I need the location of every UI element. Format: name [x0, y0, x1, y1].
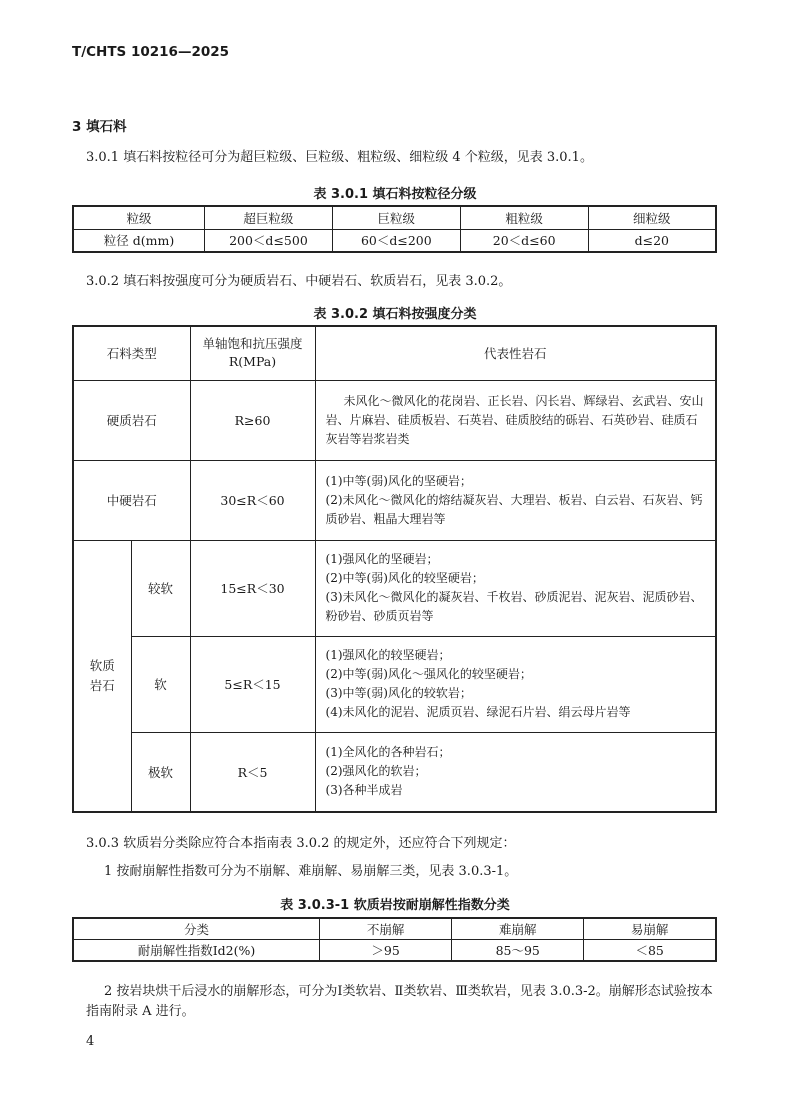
soft-desc: (1)强风化的坚硬岩； (2)中等(弱)风化的较坚硬岩； (3)未风化～微风化的凝灰岩、千枚岩、砂质泥岩、泥灰岩、泥质砂岩、粉砂岩、砂质页岩等 [315, 540, 716, 636]
table3-cell: 耐崩解性指数Id2(%) [73, 939, 320, 961]
table3-cell: 85～95 [452, 939, 584, 961]
header-strength-line1: 单轴饱和抗压强度 [202, 336, 303, 352]
page-number: 4 [86, 1034, 95, 1049]
table-3-0-2-caption: 表 3.0.2 填石料按强度分类 [313, 307, 477, 322]
table3-header-cell: 不崩解 [320, 918, 452, 939]
table1-header-cell: 粒级 [73, 206, 205, 229]
document-code: T/CHTS 10216—2025 [72, 44, 230, 60]
section-title: 3 填石料 [72, 119, 127, 135]
row-medium-type: 中硬岩石 [73, 460, 190, 540]
table1-header-cell: 巨粒级 [332, 206, 460, 229]
clause-3-0-2: 3.0.2 填石料按强度可分为硬质岩石、中硬岩石、软质岩石，见表 3.0.2。 [86, 274, 512, 289]
row-hard-range: R≥60 [190, 380, 315, 460]
table-3-0-1 [72, 205, 717, 253]
table3-cell: ＞95 [320, 939, 452, 961]
table3-header-cell: 易崩解 [584, 918, 716, 939]
clause-3-0-1: 3.0.1 填石料按粒径可分为超巨粒级、巨粒级、粗粒级、细粒级 4 个粒级，见表 3.0.1。 [86, 150, 593, 165]
soft-sub-type: 极软 [131, 732, 190, 812]
table1-header-cell: 超巨粒级 [205, 206, 333, 229]
table1-header-cell: 粗粒级 [460, 206, 588, 229]
table1-cell: d≤20 [588, 229, 716, 252]
header-strength [190, 326, 315, 380]
table3-cell: ＜85 [584, 939, 716, 961]
header-strength-line2: R(MPa) [228, 354, 277, 370]
header-rock-type: 石料类型 [73, 326, 190, 380]
soft-range: 5≤R＜15 [190, 636, 315, 732]
soft-rock-label: 软质 岩石 [73, 540, 131, 812]
clause-3-0-3-item-2: 2 按岩块烘干后浸水的崩解形态，可分为Ⅰ类软岩、Ⅱ类软岩、Ⅲ类软岩，见表 3.0.3-2。崩解形态试验按本指南附录 A 进行。 [86, 984, 713, 1019]
soft-sub-type: 软 [131, 636, 190, 732]
table1-cell: 60＜d≤200 [332, 229, 460, 252]
soft-desc: (1)全风化的各种岩石； (2)强风化的软岩； (3)各种半成岩 [315, 732, 716, 812]
table-3-0-3-1 [72, 917, 717, 962]
soft-desc: (1)强风化的较坚硬岩； (2)中等(弱)风化～强风化的较坚硬岩； (3)中等(弱)风化的较软岩； (4)未风化的泥岩、泥质页岩、绿泥石片岩、绢云母片岩等 [315, 636, 716, 732]
header-representative-rock: 代表性岩石 [315, 326, 716, 380]
soft-sub-type: 较软 [131, 540, 190, 636]
table-3-0-3-1-caption: 表 3.0.3-1 软质岩按耐崩解性指数分类 [280, 898, 510, 913]
row-medium-range: 30≤R＜60 [190, 460, 315, 540]
table-3-0-2 [72, 325, 717, 813]
table1-header-cell: 细粒级 [588, 206, 716, 229]
clause-3-0-3-item-1: 1 按耐崩解性指数可分为不崩解、难崩解、易崩解三类，见表 3.0.3-1。 [104, 864, 518, 879]
soft-range: 15≤R＜30 [190, 540, 315, 636]
row-medium-desc: (1)中等(弱)风化的坚硬岩； (2)未风化～微风化的熔结凝灰岩、大理岩、板岩、白云岩、石灰岩、钙质砂岩、粗晶大理岩等 [315, 460, 716, 540]
table3-header-cell: 难崩解 [452, 918, 584, 939]
table-3-0-1-caption: 表 3.0.1 填石料按粒径分级 [313, 187, 477, 202]
clause-3-0-3: 3.0.3 软质岩分类除应符合本指南表 3.0.2 的规定外，还应符合下列规定： [86, 836, 516, 851]
soft-range: R＜5 [190, 732, 315, 812]
row-hard-type: 硬质岩石 [73, 380, 190, 460]
table3-header-cell: 分类 [73, 918, 320, 939]
table1-cell: 20＜d≤60 [460, 229, 588, 252]
table1-cell: 200＜d≤500 [205, 229, 333, 252]
row-hard-desc: 未风化～微风化的花岗岩、正长岩、闪长岩、辉绿岩、玄武岩、安山岩、片麻岩、硅质板岩、石英岩、硅质胶结的砾岩、石英砂岩、硅质石灰岩等岩浆岩类 [315, 380, 716, 460]
table1-cell: 粒径 d(mm) [73, 229, 205, 252]
